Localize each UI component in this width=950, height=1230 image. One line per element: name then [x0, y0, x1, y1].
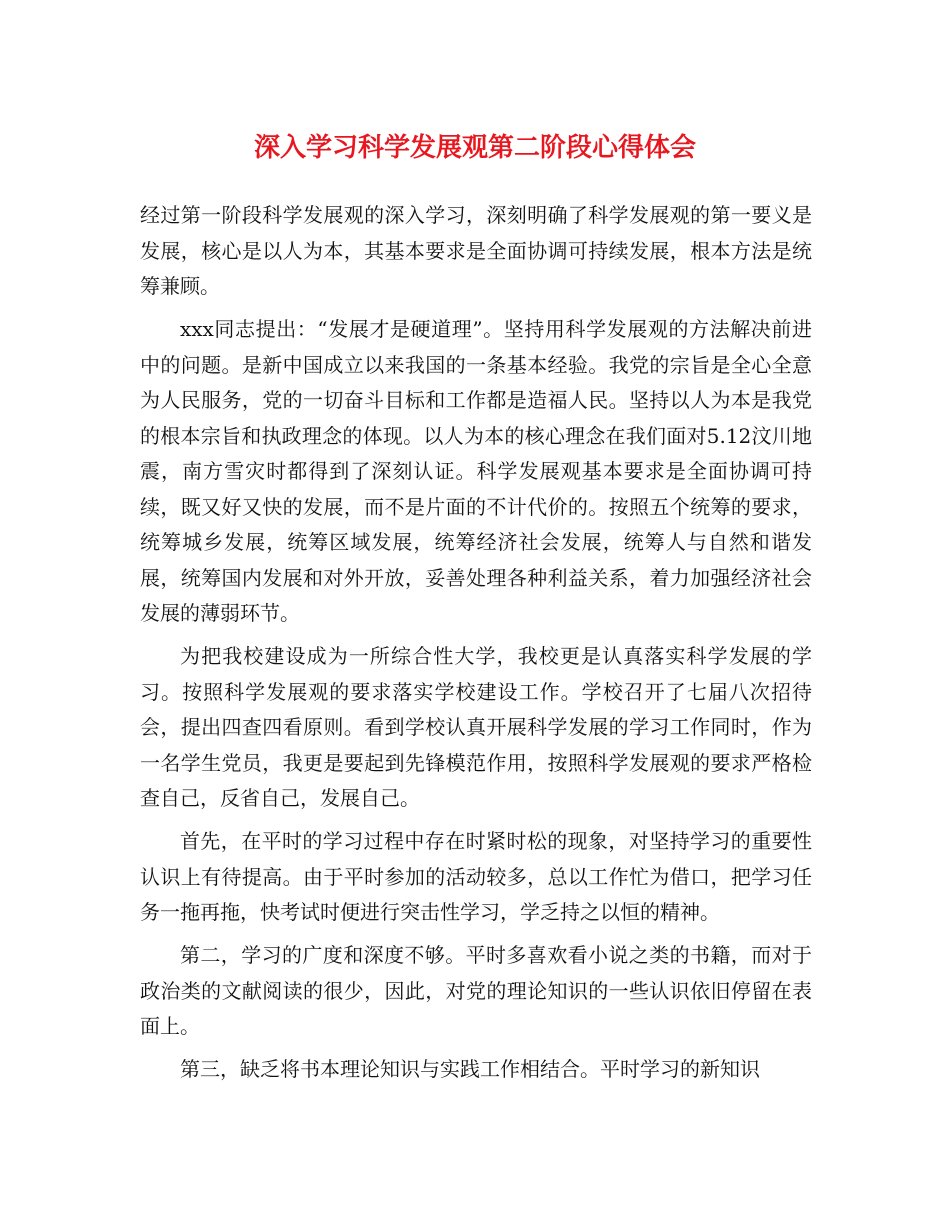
document-title: 深入学习科学发展观第二阶段心得体会 — [253, 133, 696, 163]
paragraph-4: 首先，在平时的学习过程中存在时紧时松的现象，对坚持学习的重要性认识上有待提高。由于平时参加的活动较多，总以工作忙为借口，把学习任务一拖再拖，快考试时便进行突击性学习，学乏持之以恒的精神。 — [140, 829, 812, 924]
paragraph-5: 第二，学习的广度和深度不够。平时多喜欢看小说之类的书籍，而对于政治类的文献阅读的很少，因此，对党的理论知识的一些认识依旧停留在表面上。 — [140, 943, 812, 1038]
paragraph-2: xxx同志提出：“发展才是硬道理”。坚持用科学发展观的方法解决前进中的问题。是新中国成立以来我国的一条基本经验。我党的宗旨是全心全意为人民服务，党的一切奋斗目标和工作都是造福人民。坚持以人为本是我党的根本宗旨和执政理念的体现。以人为本的核心理念在我们面对5.12汶川地震，南方雪灾时都得到了深刻认证。科学发展观基本要求是全面协调可持续，既又好又快的发展，而不是片面的不计代价的。按照五个统筹的要求，统筹城乡发展，统筹区域发展，统筹经济社会发展，统筹人与自然和谐发展，统筹国内发展和对外开放，妥善处理各种利益关系，着力加强经济社会发展的薄弱环节。 — [140, 317, 812, 625]
paragraph-1: 经过第一阶段科学发展观的深入学习，深刻明确了科学发展观的第一要义是发展，核心是以人为本，其基本要求是全面协调可持续发展，根本方法是统筹兼顾。 — [140, 203, 812, 298]
paragraph-3: 为把我校建设成为一所综合性大学，我校更是认真落实科学发展的学习。按照科学发展观的要求落实学校建设工作。学校召开了七届八次招待会，提出四查四看原则。看到学校认真开展科学发展的学习工作同时，作为一名学生党员，我更是要起到先锋模范作用，按照科学发展观的要求严格检查自己，反省自己，发展自己。 — [140, 644, 812, 810]
paragraph-6: 第三，缺乏将书本理论知识与实践工作相结合。平时学习的新知识 — [180, 1057, 760, 1081]
document-body — [140, 198, 812, 1095]
